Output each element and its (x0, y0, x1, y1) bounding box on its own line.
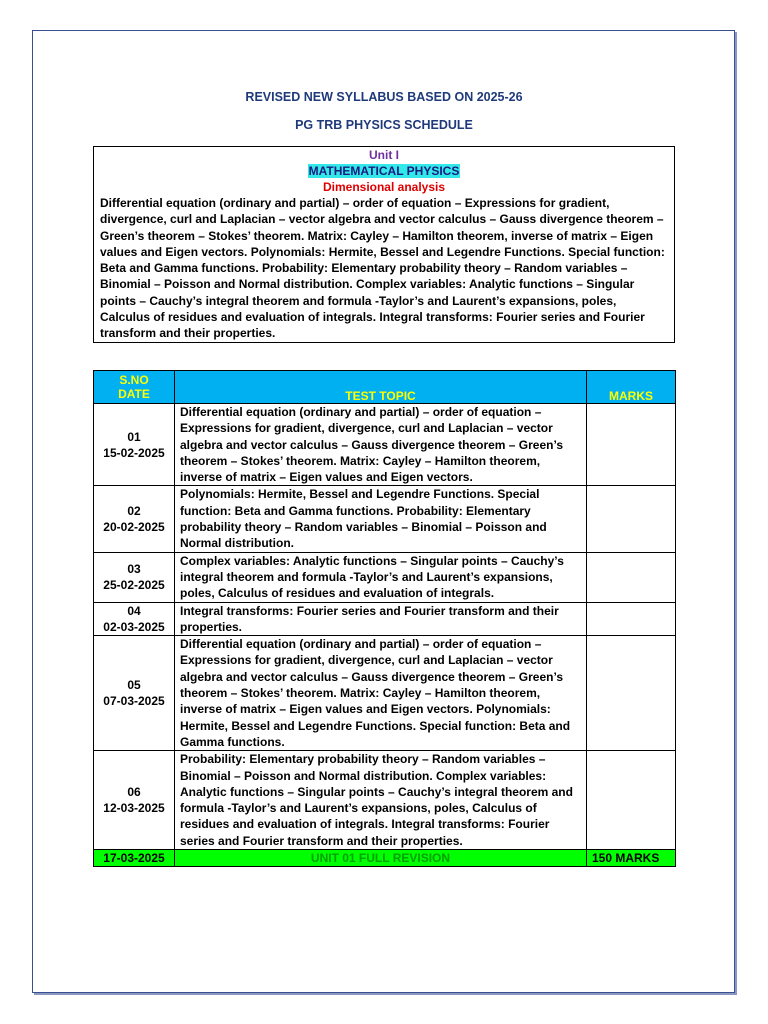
header-sno: S.NO (119, 373, 149, 387)
header-topic (175, 371, 587, 404)
header-topic-text: TEST TOPIC (345, 389, 416, 403)
row-sno: 03 (127, 562, 141, 577)
revision-topic: UNIT 01 FULL REVISION (175, 850, 587, 867)
row-sno-date (94, 552, 175, 602)
row-date: 15-02-2025 (103, 445, 165, 460)
schedule-table (93, 370, 676, 867)
unit-name-text: MATHEMATICAL PHYSICS (308, 164, 460, 178)
unit-subtitle: Dimensional analysis (322, 180, 446, 194)
row-sno-date (94, 404, 175, 486)
row-sno: 06 (127, 785, 141, 800)
row-topic: Differential equation (ordinary and partial) – order of equation – Expressions for gradient, divergence, curl and Laplacian – vector algebra and vector calculus – Gauss divergence theorem – Green’s theorem – Stokes’ theorem. Matrix: Cayley – Hamilton theorem, inverse of matrix – Eigen values and Eigen vectors. (175, 404, 587, 486)
row-topic: Integral transforms: Fourier series and Fourier transform and their properties. (175, 602, 587, 636)
row-topic: Differential equation (ordinary and partial) – order of equation – Expressions for gradient, divergence, curl and Laplacian – vector algebra and vector calculus – Gauss divergence theorem – Green’s theorem – Stokes’ theorem. Matrix: Cayley – Hamilton theorem, inverse of matrix – Eigen values and Eigen vectors. Polynomials: Hermite, Bessel and Legendre Functions. Special function: Beta and Gamma functions. (175, 636, 587, 751)
row-date: 25-02-2025 (103, 578, 165, 593)
row-topic: Complex variables: Analytic functions – Singular points – Cauchy’s integral theorem and formula -Taylor’s and Laurent’s expansions, poles, Calculus of residues and evaluation of integrals. (175, 552, 587, 602)
row-marks (587, 552, 676, 602)
revision-marks: 150 MARKS (587, 850, 676, 867)
table-row (94, 602, 676, 636)
row-sno: 01 (127, 429, 141, 444)
row-marks (587, 486, 676, 552)
document-subtitle: PG TRB PHYSICS SCHEDULE (295, 118, 473, 132)
row-marks (587, 404, 676, 486)
unit-name (100, 163, 668, 179)
table-row (94, 636, 676, 751)
unit-syllabus-box (93, 146, 675, 343)
revision-date: 17-03-2025 (94, 850, 175, 867)
header-sno-date (94, 371, 175, 404)
table-row (94, 751, 676, 850)
row-sno-date (94, 751, 175, 850)
row-marks (587, 602, 676, 636)
row-sno-date (94, 602, 175, 636)
table-row (94, 552, 676, 602)
row-marks (587, 751, 676, 850)
row-date: 20-02-2025 (103, 520, 165, 535)
row-sno: 02 (127, 504, 141, 519)
row-marks (587, 636, 676, 751)
header-marks-text: MARKS (609, 389, 653, 403)
row-sno: 04 (127, 603, 141, 618)
header-date: DATE (118, 387, 150, 401)
row-sno-date (94, 486, 175, 552)
table-header-row (94, 371, 676, 404)
row-sno-date (94, 636, 175, 751)
row-sno: 05 (127, 678, 141, 693)
document-title: REVISED NEW SYLLABUS BASED ON 2025-26 (245, 90, 523, 104)
revision-row (94, 850, 676, 867)
row-topic: Polynomials: Hermite, Bessel and Legendre Functions. Special function: Beta and Gamma functions. Probability: Elementary probability theory – Random variables – Binomial – Poisson and Normal distribution. (175, 486, 587, 552)
row-date: 07-03-2025 (103, 694, 165, 709)
header-marks (587, 371, 676, 404)
row-date: 02-03-2025 (103, 619, 165, 634)
unit-description: Differential equation (ordinary and partial) – order of equation – Expressions for gradient, divergence, curl and Laplacian – vector algebra and vector calculus – Gauss divergence theorem – Green’s theorem – Stokes’ theorem. Matrix: Cayley – Hamilton theorem, inverse of matrix – Eigen values and Eigen vectors. Polynomials: Hermite, Bessel and Legendre Functions. Special function: Beta and Gamma functions. Probability: Elementary probability theory – Random variables – Binomial – Poisson and Normal distribution. Complex variables: Analytic functions – Singular points – Cauchy’s integral theorem and formula -Taylor’s and Laurent’s expansions, poles, Calculus of residues and evaluation of integrals. Integral transforms: Fourier series and Fourier transform and their properties. (100, 196, 665, 341)
table-row (94, 486, 676, 552)
row-date: 12-03-2025 (103, 801, 165, 816)
unit-label: Unit I (369, 148, 399, 162)
row-topic: Probability: Elementary probability theory – Random variables – Binomial – Poisson and Normal distribution. Complex variables: Analytic functions – Singular points – Cauchy’s integral theorem and formula -Taylor’s and Laurent’s expansions, poles, Calculus of residues and evaluation of integrals. Integral transforms: Fourier series and Fourier transform and their properties. (175, 751, 587, 850)
table-row (94, 404, 676, 486)
